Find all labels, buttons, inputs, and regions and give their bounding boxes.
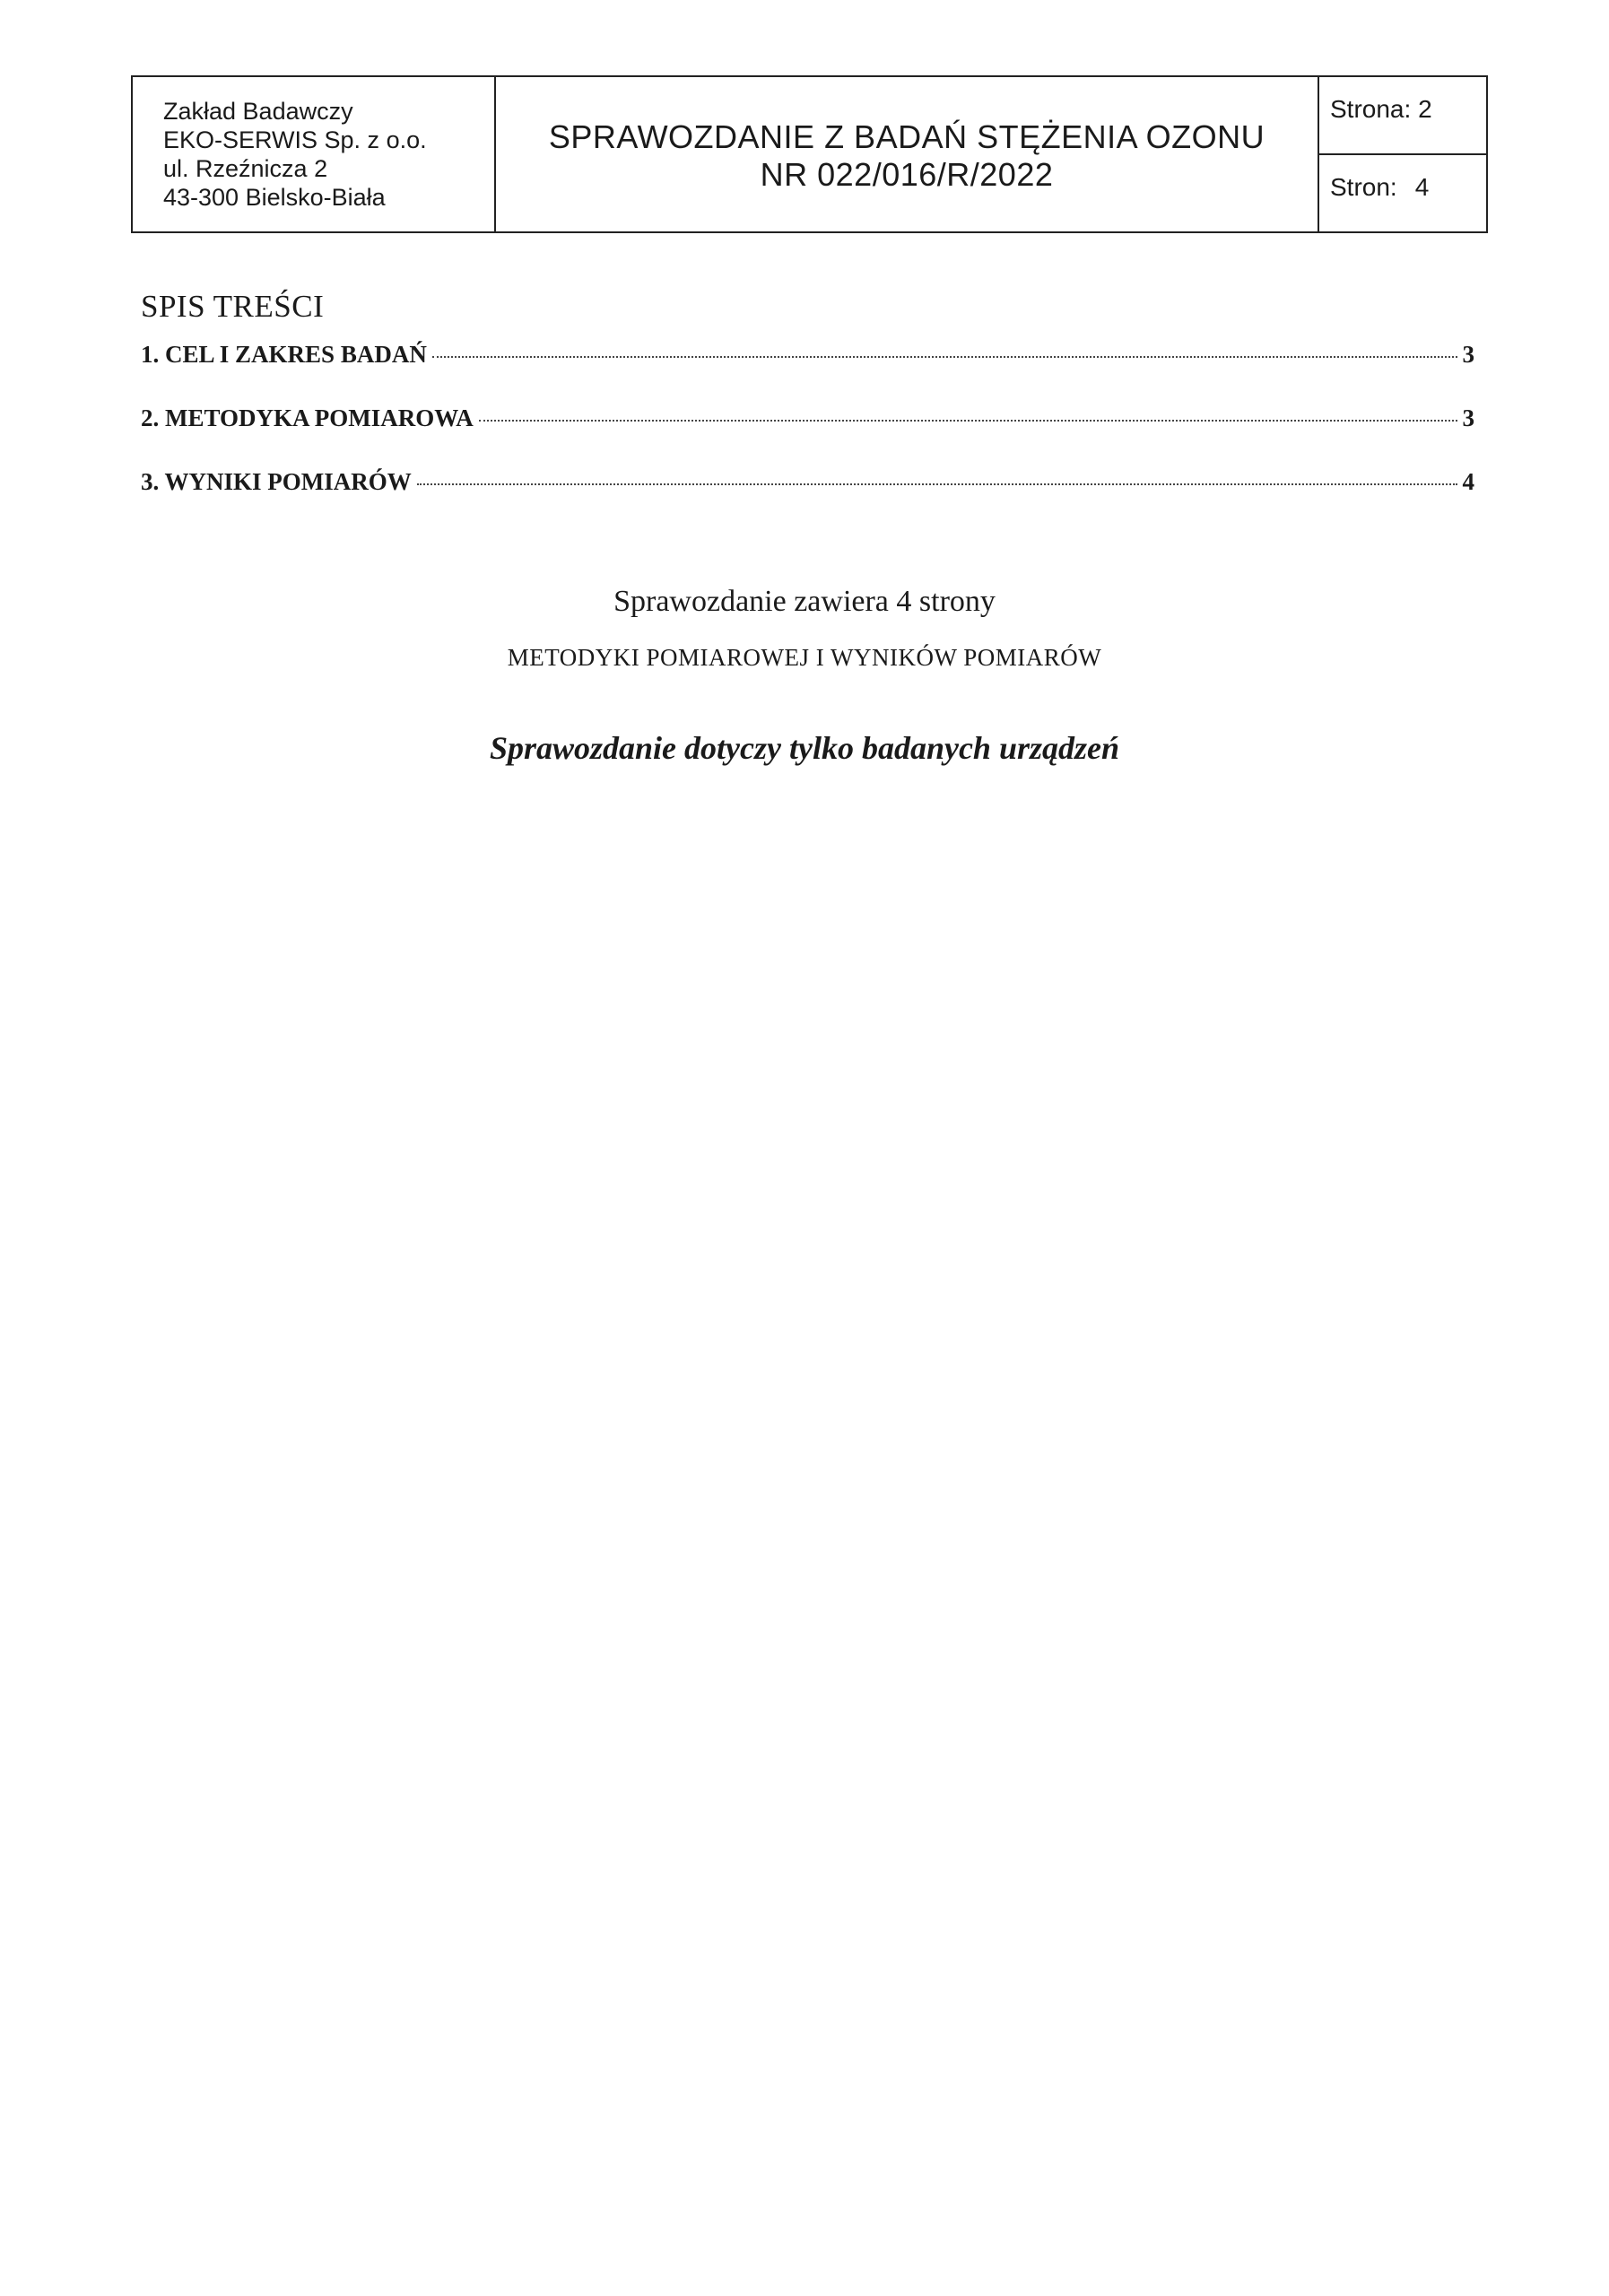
toc-heading: SPIS TREŚCI [141,289,325,324]
toc-item-page: 3 [1462,341,1474,368]
toc-list [141,341,1474,532]
company-info [133,77,496,231]
toc-leader-dots [479,420,1457,422]
toc-item [141,341,1474,404]
toc-leader-dots [417,483,1457,485]
report-number: NR 022/016/R/2022 [760,156,1054,193]
contents-subtitle: METODYKI POMIAROWEJ I WYNIKÓW POMIARÓW [507,644,1102,671]
report-header-table [131,75,1488,233]
current-page-value: 2 [1418,95,1432,123]
toc-leader-dots [432,356,1457,358]
toc-item [141,468,1474,532]
toc-item [141,404,1474,468]
page-info [1319,77,1486,231]
total-pages-label: Stron: [1330,173,1397,201]
toc-item-page: 3 [1462,404,1474,431]
total-pages-cell [1319,153,1486,231]
company-line: 43-300 Bielsko-Biała [163,184,386,211]
report-title [496,77,1319,231]
toc-item-label: 2. METODYKA POMIAROWA [141,404,474,431]
company-line: Zakład Badawczy [163,98,353,125]
toc-item-label: 3. WYNIKI POMIARÓW [141,468,412,495]
current-page-label: Strona: [1330,95,1412,123]
scope-note: Sprawozdanie dotyczy tylko badanych urządzeń [489,730,1120,766]
total-pages-value: 4 [1414,173,1430,201]
page-count-statement: Sprawozdanie zawiera 4 strony [613,585,996,618]
toc-item-page: 4 [1462,468,1474,495]
company-line: EKO-SERWIS Sp. z o.o. [163,126,427,153]
company-line: ul. Rzeźnicza 2 [163,155,328,182]
toc-item-label: 1. CEL I ZAKRES BADAŃ [141,341,427,368]
report-title-line1: SPRAWOZDANIE Z BADAŃ STĘŻENIA OZONU [548,118,1265,155]
current-page-cell [1319,77,1486,153]
